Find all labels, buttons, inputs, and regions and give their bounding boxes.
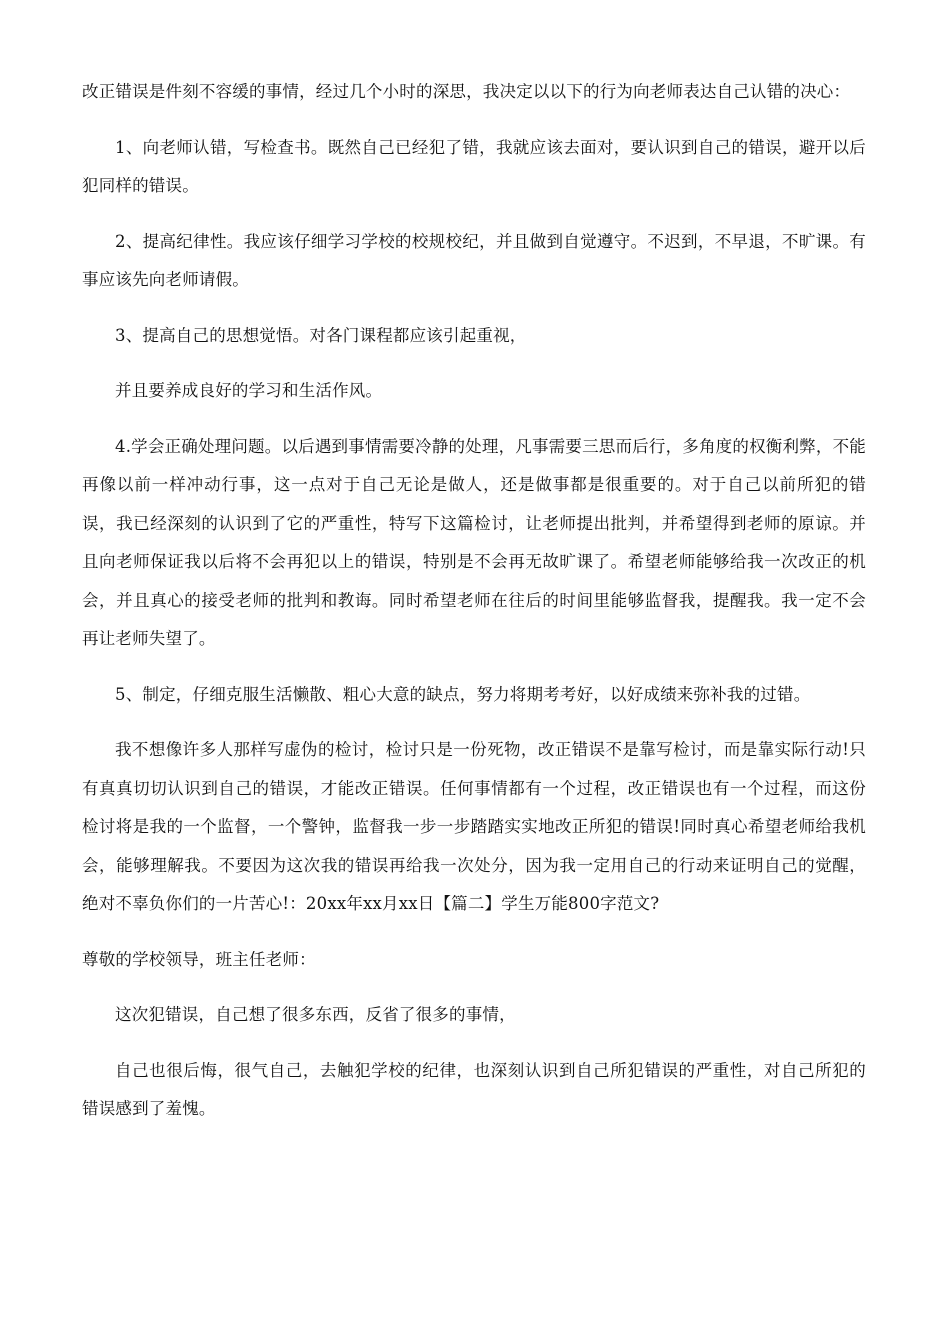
paragraph-reflection: 我不想像许多人那样写虚伪的检讨，检讨只是一份死物，改正错误不是靠写检讨，而是靠实际行动!只有真真切切认识到自己的错误，才能改正错误。任何事情都有一个过程，改正错误也有一个过程，而这份检讨将是我的一个监督，一个警钟，监督我一步一步踏踏实实地改正所犯的错误!同时真心希望老师给我机会，能够理解我。不要因为这次我的错误再给我一次处分，因为我一定用自己的行动来证明自己的觉醒，绝对不辜负你们的一片苦心!：20xx年xx月xx日【篇二】学生万能800字范文? — [82, 740, 866, 913]
paragraph-item-5: 5、制定，仔细克服生活懒散、粗心大意的缺点，努力将期考考好，以好成绩来弥补我的过错。 — [115, 684, 811, 704]
paragraph-intro: 改正错误是件刻不容缓的事情，经过几个小时的深思，我决定以以下的行为向老师表达自己认错的决心： — [82, 82, 851, 101]
paragraph-item-3: 3、提高自己的思想觉悟。对各门课程都应该引起重视， — [115, 325, 527, 345]
paragraph-item-2: 2、提高纪律性。我应该仔细学习学校的校规校纪，并且做到自觉遵守。不迟到，不早退，不旷课。有事应该先向老师请假。 — [82, 231, 866, 289]
paragraph-item-1: 1、向老师认错，写检查书。既然自己已经犯了错，我就应该去面对，要认识到自己的错误，避开以后犯同样的错误。 — [82, 137, 866, 195]
paragraph-item-4: 4.学会正确处理问题。以后遇到事情需要冷静的处理，凡事需要三思而后行，多角度的权衡利弊，不能再像以前一样冲动行事，这一点对于自己无论是做人，还是做事都是很重要的。对于自己以前所犯的错误，我已经深刻的认识到了它的严重性，特写下这篇检讨，让老师提出批判，并希望得到老师的原谅。并且向老师保证我以后将不会再犯以上的错误，特别是不会再无故旷课了。希望老师能够给我一次改正的机会，并且真心的接受老师的批判和教诲。同时希望老师在往后的时间里能够监督我，提醒我。我一定不会再让老师失望了。 — [82, 436, 866, 648]
document-page — [82, 73, 866, 1146]
paragraph-salutation: 尊敬的学校领导，班主任老师： — [82, 949, 316, 969]
paragraph-regret: 自己也很后悔，很气自己，去触犯学校的纪律，也深刻认识到自己所犯错误的严重性，对自己所犯的错误感到了羞愧。 — [82, 1060, 866, 1118]
paragraph-opening: 这次犯错误，自己想了很多东西，反省了很多的事情， — [115, 1005, 516, 1024]
paragraph-item-3-continued: 并且要养成良好的学习和生活作风。 — [115, 381, 383, 400]
